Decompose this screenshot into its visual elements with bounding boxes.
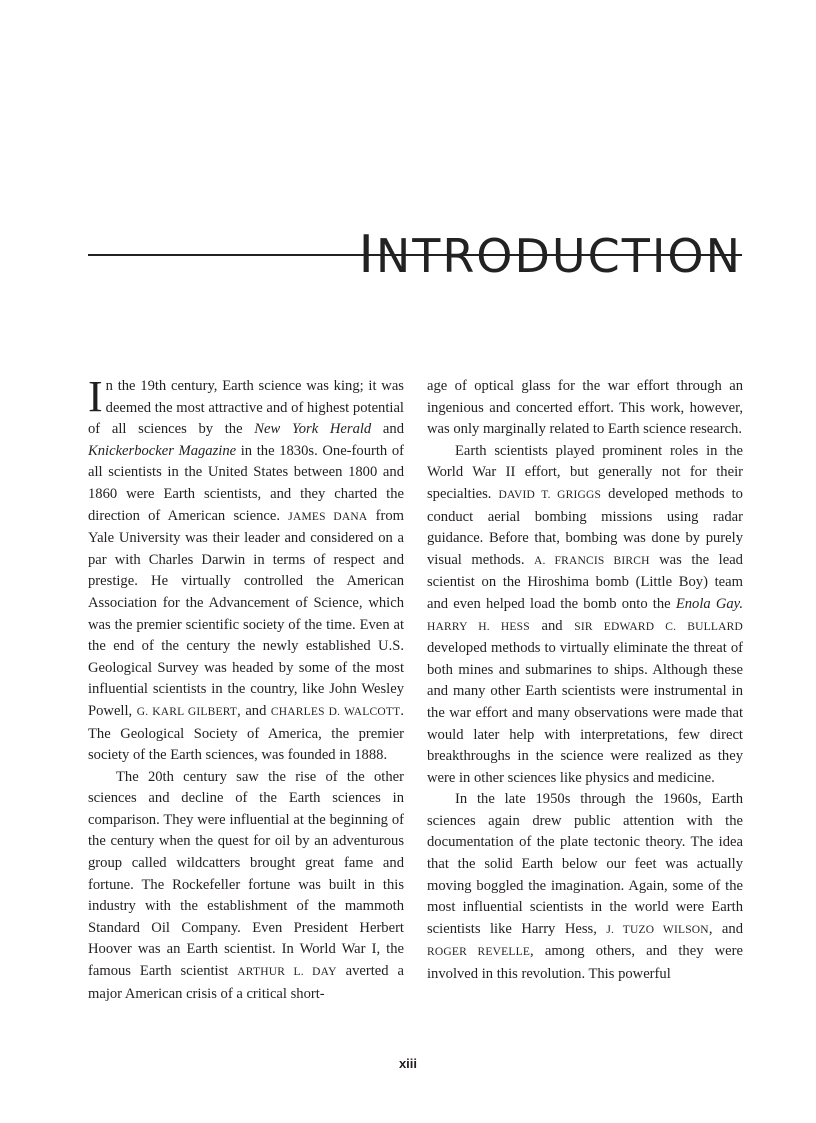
paragraph: In the late 1950s through the 1960s, Earth sciences again drew public attention with the documentation of the plate tectonic theory. The idea that the solid Earth below our feet was actually moving boggled the imagination. Again, some of the most influential scientists in the world were Earth scientists like Harry Hess, J. TUZO WILSON, and ROGER REVELLE, among others, and they were involved in this revolution. This powerful <box>427 791 743 983</box>
person-name: SIR EDWARD C. BULLARD <box>574 620 743 633</box>
paragraph: The 20th century saw the rise of the other sciences and decline of the Earth sciences in comparison. They were influential at the beginning of the century when the quest for oil by an adventurous group called wildcatters brought great fame and fortune. The Rockefeller fortune was built in this industry with the establishment of the mammoth Standard Oil Company. Even President Herbert Hoover was an Earth scientist. In World War I, the famous Earth scientist ARTHUR L. DAY averted a major American crisis of a critical short- <box>88 768 404 1002</box>
italic-title: Knickerbocker Magazine <box>88 442 237 459</box>
person-name: JAMES DANA <box>288 510 368 523</box>
paragraph: Earth scientists played prominent roles in the World War II effort, but generally not for their specialties. DAVID T. GRIGGS developed methods to conduct aerial bombing missions using radar guidance. Before that, bombing was done by purely visual methods. A. FRANCIS BIRCH was the lead scientist on the Hiroshima bomb (Little Boy) team and even helped load the bomb onto the Enola Gay. HARRY H. HESS and SIR EDWARD C. BULLARD developed methods to virtually eliminate the threat of both mines and submarines to ships. Although these and many other Earth scientists were instrumental in the war effort and many observations were made that would later help with interpretations, few direct breakthroughs in the science were realized as they were in other sciences like physics and medicine. <box>427 442 743 786</box>
paragraph: In the 19th century, Earth science was king; it was deemed the most attractive and of highest potential of all sciences by the New York Herald and Knickerbocker Magazine in the 1830s. One-fourth of all scientists in the United States between 1800 and 1860 were Earth scientists, and they charted the direction of American science. JAMES DANA from Yale University was their leader and considered on a par with Charles Darwin in terms of respect and prestige. He virtually controlled the American Association for the Advancement of Science, which was the premier scientific society of the time. Even at the end of the century the newly established U.S. Geological Survey was headed by some of the most influential scientists in the country, like John Wesley Powell, G. KARL GILBERT, and CHARLES D. WALCOTT. The Geological Society of America, the premier society of the Earth sciences, was founded in 1888. <box>88 372 405 764</box>
italic-title: Enola Gay. <box>675 595 743 612</box>
chapter-title-initial: I <box>358 224 376 285</box>
paragraph: age of optical glass for the war effort through an ingenious and concerted effort. This work, however, was only marginally related to Earth science research. <box>427 378 743 438</box>
title-rule <box>88 254 742 256</box>
person-name: ARTHUR L. DAY <box>237 966 337 979</box>
person-name: DAVID T. GRIGGS <box>498 488 602 501</box>
person-name: CHARLES D. WALCOTT <box>270 705 401 718</box>
person-name: A. FRANCIS BIRCH <box>534 554 650 567</box>
page-number: xiii <box>398 1056 418 1071</box>
person-name: ROGER REVELLE <box>427 946 531 959</box>
person-name: G. KARL GILBERT <box>136 705 238 718</box>
text-column-right <box>427 376 743 986</box>
text-column-left <box>88 372 405 1005</box>
person-name: HARRY H. HESS <box>427 620 530 633</box>
drop-cap: I <box>88 372 103 421</box>
chapter-title-rest: NTRODUCTION <box>375 228 742 283</box>
person-name: J. TUZO WILSON <box>606 923 709 936</box>
italic-title: New York Herald <box>254 421 372 438</box>
